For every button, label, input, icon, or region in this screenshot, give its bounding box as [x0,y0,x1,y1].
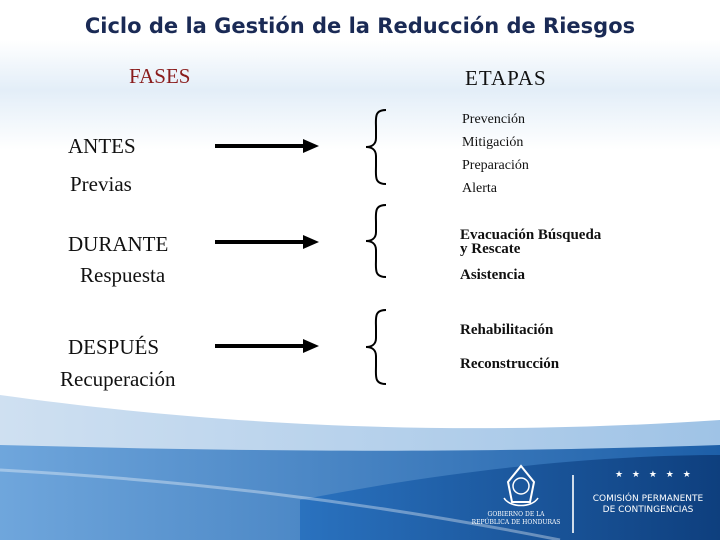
arrow-durante-icon [215,232,320,252]
phase-despues-name: DESPUÉS [68,335,160,359]
stage-rescate: y Rescate [460,241,521,257]
arrow-despues-icon [215,336,320,356]
etapas-header: ETAPAS [465,66,547,90]
phase-durante-name: DURANTE [68,232,169,256]
phase-despues-sub: Recuperación [60,367,176,391]
brace-antes-icon [362,108,390,186]
stage-alerta: Alerta [462,181,497,196]
government-name: GOBIERNO DE LA REPÚBLICA DE HONDURAS [471,511,561,526]
stage-asistencia: Asistencia [460,267,525,283]
phase-antes-sub: Previas [70,172,132,196]
stage-reconstruccion: Reconstrucción [460,356,560,372]
fases-header: FASES [129,64,191,88]
phase-antes-name: ANTES [68,134,136,158]
footer-divider [572,475,574,533]
stage-rehabilitacion: Rehabilitación [460,322,554,338]
phase-durante-sub: Respuesta [80,263,166,287]
stage-prevencion: Prevención [462,112,525,127]
stars-icon: ★ ★ ★ ★ ★ [615,470,694,480]
brace-despues-icon [362,308,390,386]
government-seal-icon [496,462,546,512]
arrow-antes-icon [215,136,320,156]
organization-name: COMISIÓN PERMANENTE DE CONTINGENCIAS [592,494,704,515]
stage-mitigacion: Mitigación [462,135,524,150]
stage-preparacion: Preparación [462,158,529,173]
stage-evacuacion: Evacuación Búsqueda [460,227,602,243]
brace-durante-icon [362,203,390,279]
slide-title: Ciclo de la Gestión de la Reducción de Riesgos [84,14,636,38]
